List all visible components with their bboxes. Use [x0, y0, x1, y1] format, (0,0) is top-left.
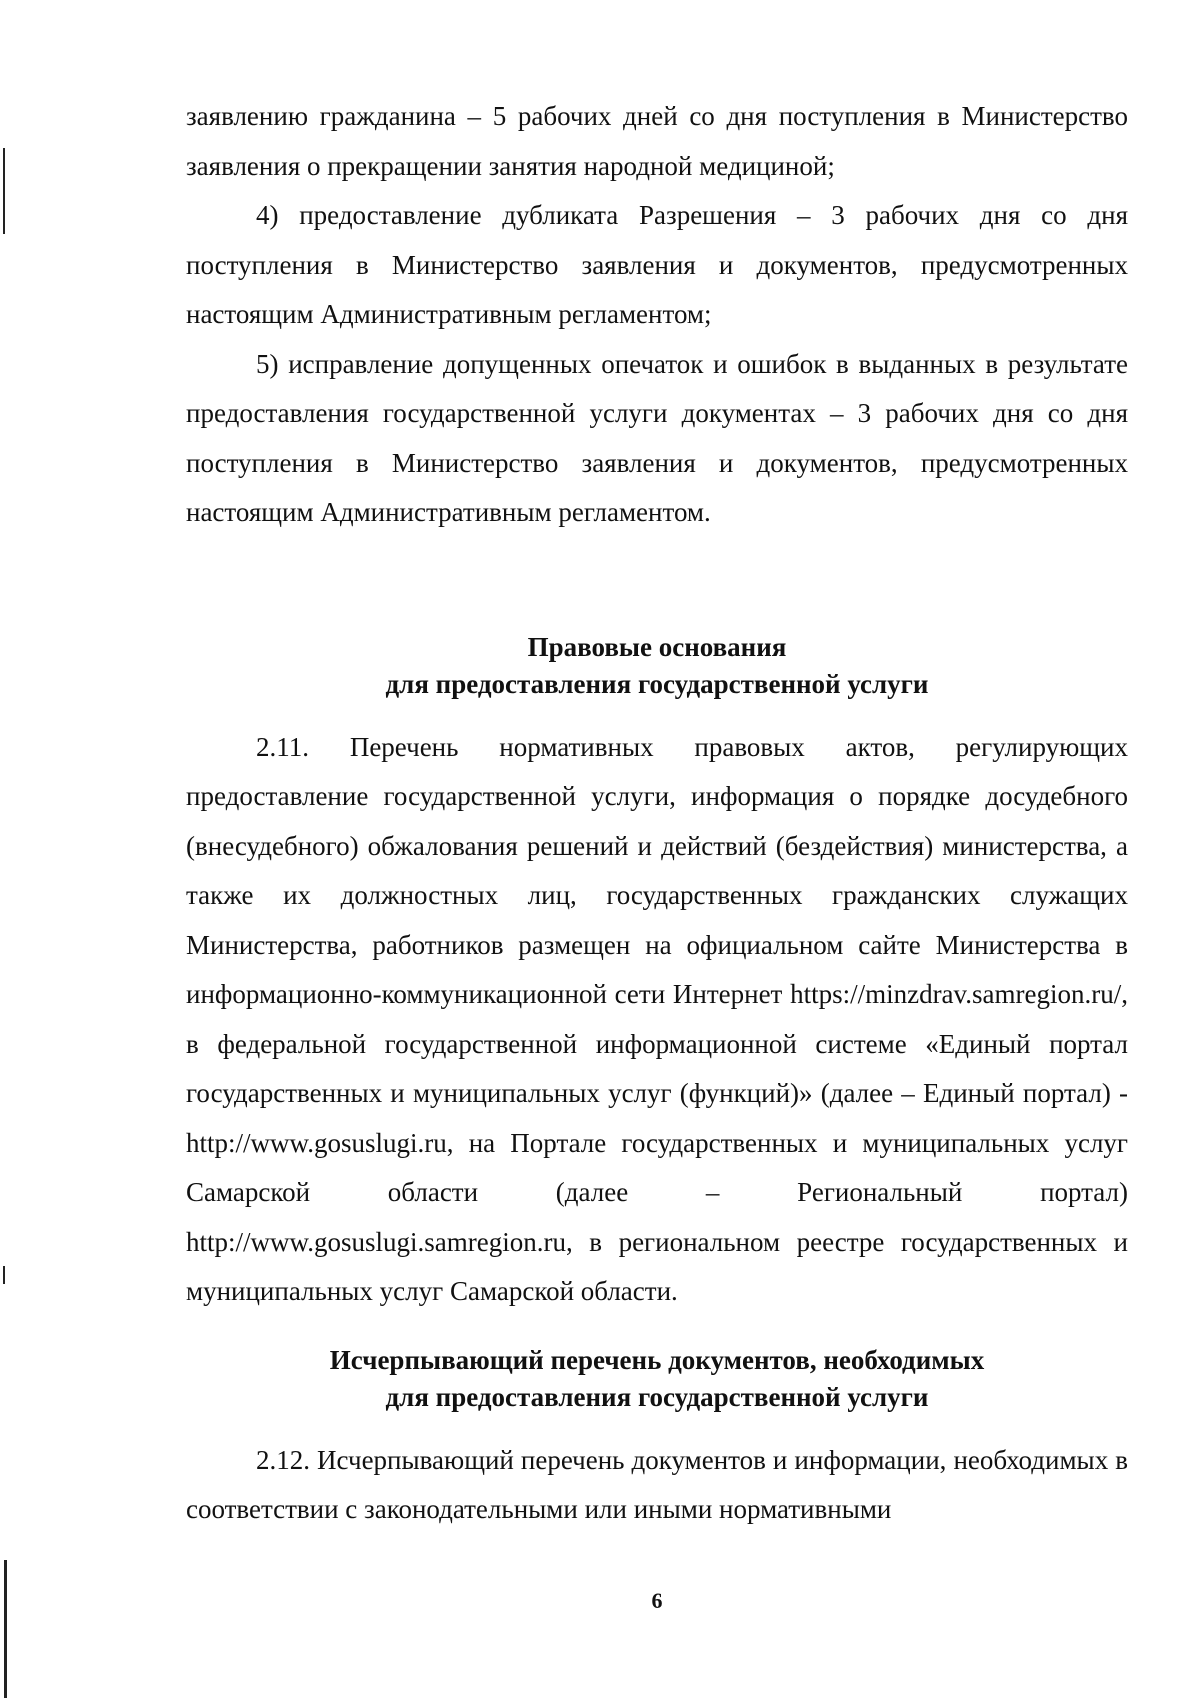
heading-line: для предоставления государственной услуги	[385, 1381, 929, 1412]
heading-line: Правовые основания	[527, 631, 787, 662]
section-heading-documents	[186, 1342, 1128, 1416]
scan-edge-mark	[4, 1560, 7, 1698]
list-item-4: 4) предоставление дубликата Разрешения – 3 рабочих дня со дня поступления в Министерство заявления и документов, предусмотренных настоящим Административным регламентом;	[186, 200, 1128, 329]
clause-2-11: 2.11. Перечень нормативных правовых актов, регулирующих предоставление государственной услуги, информация о порядке досудебного (внесудебного) обжалования решений и действий (бездействия) министерства, а также их должностных лиц, государственных гражданских служащих Министерства, работников размещен на официальном сайте Министерства в информационно-коммуникационной сети Интернет https://minzdrav.samregion.ru/, в федеральной государственной информационной системе «Единый портал государственных и муниципальных услуг (функций)» (далее – Единый портал) - http://www.gosuslugi.ru, на Портале государственных и муниципальных услуг Самарской области (далее – Региональный портал) http://www.gosuslugi.samregion.ru, в региональном реестре государственных и муниципальных услуг Самарской области.	[186, 731, 1128, 1306]
heading-line: для предоставления государственной услуги	[385, 668, 929, 699]
page-number: 6	[651, 1588, 663, 1613]
list-item-5: 5) исправление допущенных опечаток и ошибок в выданных в результате предоставления государственной услуги документах – 3 рабочих дня со дня поступления в Министерство заявления и документов, предусмотренных настоящим Административным регламентом.	[186, 348, 1128, 527]
section-heading-legal-basis	[186, 629, 1128, 703]
paragraph-continuation: заявлению гражданина – 5 рабочих дней со дня поступления в Министерство заявления о прекращении занятия народной медициной;	[186, 101, 1128, 181]
heading-line: Исчерпывающий перечень документов, необходимых	[329, 1344, 985, 1375]
scan-edge-mark	[3, 1266, 5, 1284]
clause-2-12: 2.12. Исчерпывающий перечень документов и информации, необходимых в соответствии с законодательными или иными нормативными	[186, 1444, 1128, 1524]
document-body	[186, 92, 1128, 1535]
scan-edge-mark	[3, 148, 5, 234]
